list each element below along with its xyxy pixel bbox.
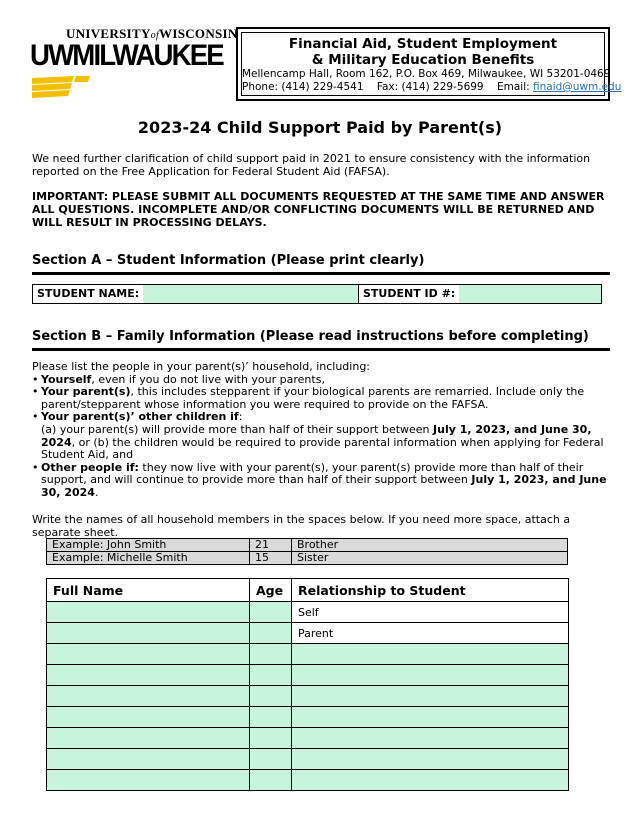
age-cell[interactable] [250,749,292,770]
other-children-detail: (a) your parent(s) will provide more than half of their support between July 1, 2023, and June 30, 2024, or (b) the children would be required to provide parental information when applying for Federal Student Aid, and [41,422,604,462]
office-name-line1: Financial Aid, Student Employment [288,36,558,52]
instructions-lead: Please list the people in your parent(s)’ household, including: [32,360,371,373]
full-name-cell[interactable] [47,770,250,791]
table-row [47,623,569,644]
section-a-heading: Section A – Student Information (Please print clearly) [32,252,610,275]
university-line: UNIVERSITYofWISCONSIN [66,26,238,41]
student-id-field[interactable] [459,285,601,303]
relationship-cell[interactable] [292,707,569,728]
example-table [46,538,568,565]
household-instructions [32,361,612,500]
write-names-instruction: Write the names of all household members in the spaces below. If you need more space, attach a separate sheet. [32,513,571,539]
student-name-field[interactable] [143,285,358,303]
col-full-name: Full Name [47,579,250,602]
age-cell[interactable] [250,602,292,623]
email-link[interactable]: finaid@uwm.edu [533,81,622,93]
table-row [47,770,569,791]
full-name-cell[interactable] [47,707,250,728]
full-name-cell[interactable] [47,623,250,644]
relationship-cell: Parent [292,623,569,644]
age-cell[interactable] [250,770,292,791]
student-id-label: STUDENT ID #: [363,287,456,300]
age-cell[interactable] [250,686,292,707]
relationship-cell[interactable] [292,770,569,791]
bullet-other-people: • Other people if: they now live with your parent(s), your parent(s) provide more than half of their support, and will continue to provide more than half of their support between July 1, 2023, and June 30, 2024. [32,462,612,500]
full-name-cell[interactable] [47,728,250,749]
example-age: 21 [250,539,292,552]
office-contacts: Phone: (414) 229-4541 Fax: (414) 229-5699 Email: finaid@uwm.edu [242,81,622,93]
age-cell[interactable] [250,623,292,644]
table-row [47,707,569,728]
age-cell[interactable] [250,728,292,749]
household-header-row [47,579,569,602]
example-row [47,552,568,565]
table-row [47,665,569,686]
full-name-cell[interactable] [47,665,250,686]
bullet-other-children: • Your parent(s)’ other children if: [32,411,612,424]
relationship-cell[interactable] [292,686,569,707]
example-row [47,539,568,552]
table-row [47,602,569,623]
age-cell[interactable] [250,665,292,686]
col-relationship: Relationship to Student [292,579,569,602]
relationship-cell[interactable] [292,728,569,749]
full-name-cell[interactable] [47,602,250,623]
example-relationship: Sister [292,552,568,565]
example-relationship: Brother [292,539,568,552]
section-b-heading: Section B – Family Information (Please read instructions before completing) [32,328,610,351]
full-name-cell[interactable] [47,644,250,665]
logo-bars-graphic [32,76,92,98]
full-name-cell[interactable] [47,686,250,707]
col-age: Age [250,579,292,602]
relationship-cell[interactable] [292,644,569,665]
example-age: 15 [250,552,292,565]
relationship-cell[interactable] [292,665,569,686]
student-info-row [32,284,602,304]
age-cell[interactable] [250,707,292,728]
relationship-cell[interactable] [292,749,569,770]
logo-wordmark: UWMILWAUKEE [30,39,223,72]
table-row [47,749,569,770]
table-row [47,686,569,707]
table-row [47,728,569,749]
example-name: Example: Michelle Smith [47,552,250,565]
age-cell[interactable] [250,644,292,665]
bullet-yourself: • Yourself, even if you do not live with your parents, [32,374,612,387]
bullet-parents: • Your parent(s), this includes stepparent if your biological parents are remarried. Include only the parent/stepparent whose information you were required to provide on the FAFSA. [32,386,612,411]
office-header-box [236,27,622,101]
relationship-cell: Self [292,602,569,623]
office-address: Mellencamp Hall, Room 162, P.O. Box 469, Milwaukee, WI 53201-0469 [242,68,611,80]
full-name-cell[interactable] [47,749,250,770]
table-row [47,644,569,665]
example-name: Example: John Smith [47,539,250,552]
form-title: 2023-24 Child Support Paid by Parent(s) [137,118,503,137]
important-notice: IMPORTANT: PLEASE SUBMIT ALL DOCUMENTS REQUESTED AT THE SAME TIME AND ANSWER ALL QUESTIONS. INCOMPLETE AND/OR CONFLICTING DOCUMENTS WILL BE RETURNED AND WILL RESULT IN PROCESSING DELAYS. [32,190,605,229]
office-name-line2: & Military Education Benefits [311,52,535,68]
intro-paragraph: We need further clarification of child support paid in 2021 to ensure consistency with the information reported on the Free Application for Federal Student Aid (FAFSA). [32,152,591,178]
household-table [46,578,569,791]
uwm-logo [30,26,238,100]
student-name-label: STUDENT NAME: [37,287,140,300]
